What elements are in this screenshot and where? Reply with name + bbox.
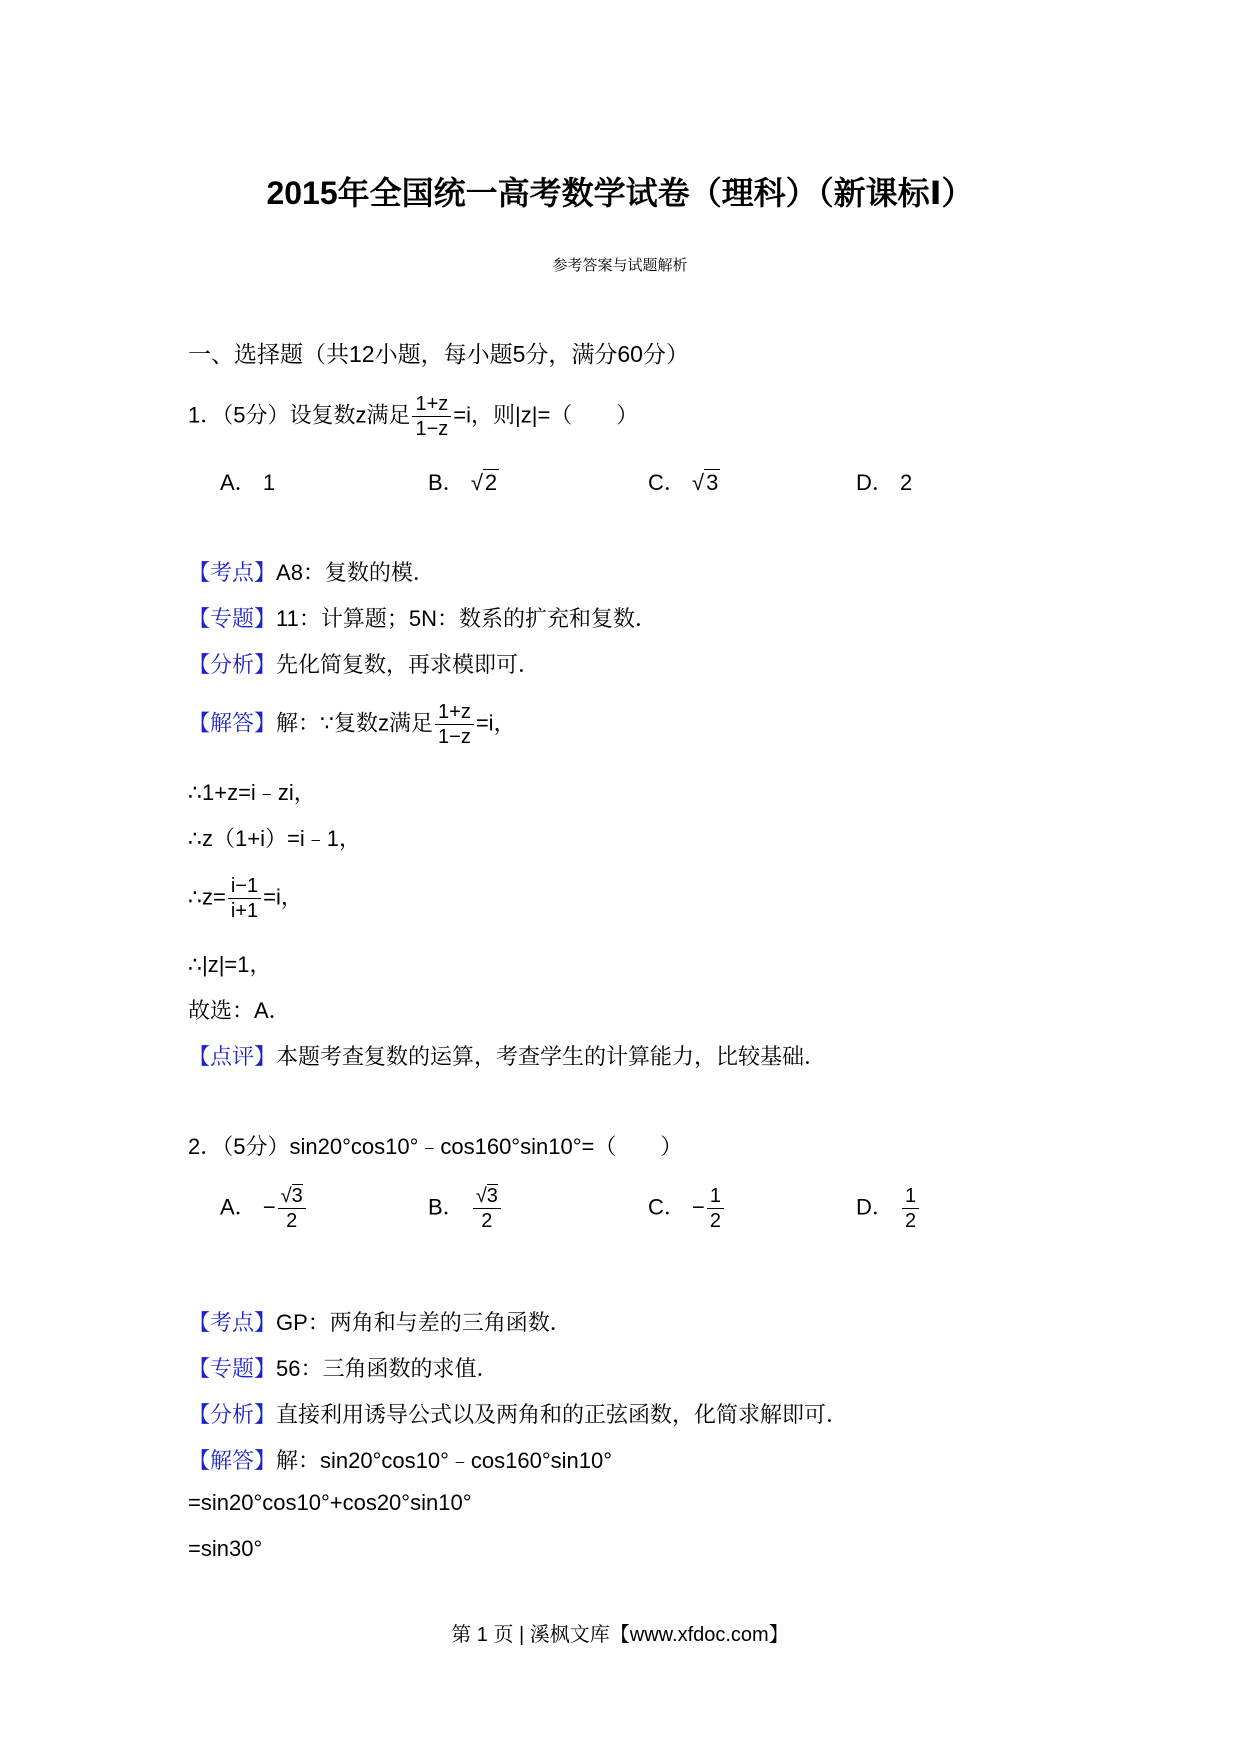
page-title: 2015年全国统一高考数学试卷（理科）（新课标Ⅰ） xyxy=(266,175,974,211)
q1-stem xyxy=(188,392,638,441)
q2-option-c-fraction xyxy=(707,1184,724,1233)
q1-dianping xyxy=(188,1040,826,1071)
q1-option-c-value: 3 xyxy=(706,470,719,495)
q2-stem: 2．（5分）sin20°cos10°﹣cos160°sin10°=（ ） xyxy=(188,1134,683,1159)
q1-option-c xyxy=(648,466,720,497)
q1-option-a-value: 1 xyxy=(262,470,276,495)
q1-jieda-tag: 【解答】 xyxy=(188,710,277,736)
q2-option-c-sign: − xyxy=(692,1194,705,1220)
q1-jieda xyxy=(188,700,516,749)
q2-kaodian-text: GP：两角和与差的三角函数． xyxy=(276,1310,572,1335)
q2-option-a-num-wrap: √3 xyxy=(278,1184,306,1209)
q2-option-d-num: 1 xyxy=(902,1184,919,1209)
q1-option-d xyxy=(856,466,912,497)
q1-jieda-post: =i， xyxy=(475,710,516,736)
q2-kaodian xyxy=(188,1306,572,1337)
q2-option-a-den: 2 xyxy=(286,1210,298,1232)
q2-fenxi-text: 直接利用诱导公式以及两角和的正弦函数，化简求解即可． xyxy=(276,1402,849,1427)
q1-option-c-label: C． xyxy=(648,470,686,495)
page-subtitle: 参考答案与试题解析 xyxy=(552,257,688,274)
q2-option-d-label: D． xyxy=(856,1194,894,1220)
q2-option-a-label: A． xyxy=(220,1194,257,1220)
q1-option-a xyxy=(220,466,275,497)
q2-zhuanti-text: 56：三角函数的求值． xyxy=(276,1356,499,1381)
q2-option-a xyxy=(220,1184,308,1233)
q1-kaodian-text: A8：复数的模． xyxy=(276,560,435,585)
q2-option-b-num: 3 xyxy=(486,1185,498,1207)
q1-step-3-fraction xyxy=(228,874,261,923)
q2-step-2: =sin30° xyxy=(188,1536,263,1561)
q1-option-d-value: 2 xyxy=(900,470,913,495)
q1-stem-pre: 1．（5分）设复数z满足 xyxy=(188,402,411,428)
q2-zhuanti-tag: 【专题】 xyxy=(188,1356,277,1381)
q2-kaodian-tag: 【考点】 xyxy=(188,1310,277,1335)
q2-jieda-tag: 【解答】 xyxy=(188,1448,277,1473)
q1-option-d-label: D． xyxy=(856,470,894,495)
q1-jieda-pre: 解：∵复数z满足 xyxy=(276,710,434,736)
q1-step-3-num: i−1 xyxy=(228,874,261,899)
q1-stem-post: =i，则|z|=（ ） xyxy=(453,402,639,428)
q2-option-b-label: B． xyxy=(428,1194,465,1220)
q2-option-b-fraction xyxy=(473,1184,501,1233)
q1-dianping-text: 本题考查复数的运算，考查学生的计算能力，比较基础． xyxy=(276,1044,827,1069)
q1-stem-fraction xyxy=(412,392,451,441)
q1-step-3 xyxy=(188,874,303,923)
q1-choice: 故选：A． xyxy=(188,998,291,1023)
page-footer: 第 1 页 | 溪枫文库【www.xfdoc.com】 xyxy=(451,1624,789,1646)
q2-option-b xyxy=(428,1184,503,1233)
q1-option-c-sqrt: √3 xyxy=(692,470,719,495)
q1-zhuanti-text: 11：计算题；5N：数系的扩充和复数． xyxy=(276,606,657,631)
q2-option-c-den: 2 xyxy=(709,1210,721,1232)
q1-step-4: ∴|z|=1， xyxy=(188,952,272,977)
q1-step-3-pre: ∴z= xyxy=(188,884,226,910)
q1-option-b-sqrt: √2 xyxy=(470,470,498,495)
q1-fenxi-tag: 【分析】 xyxy=(188,652,277,677)
q1-fenxi xyxy=(188,648,540,679)
q1-option-b-label: B． xyxy=(428,470,465,495)
q2-option-c xyxy=(648,1184,726,1233)
q1-zhuanti xyxy=(188,602,657,633)
q2-option-d-den: 2 xyxy=(905,1210,917,1232)
q1-step-2: ∴z（1+i）=i﹣1， xyxy=(188,826,361,851)
q2-option-a-sign: − xyxy=(262,1194,276,1220)
q1-step-1: ∴1+z=i﹣zi， xyxy=(188,780,316,805)
q2-option-d-fraction xyxy=(902,1184,919,1233)
q2-step-1: =sin20°cos10°+cos20°sin10° xyxy=(188,1490,472,1515)
q1-frac-den: 1−z xyxy=(415,418,449,440)
q2-option-b-den: 2 xyxy=(481,1210,493,1232)
q1-dianping-tag: 【点评】 xyxy=(188,1044,277,1069)
q1-frac-num: 1+z xyxy=(412,392,451,417)
q1-kaodian-tag: 【考点】 xyxy=(188,560,277,585)
q2-jieda-text: 解：sin20°cos10°﹣cos160°sin10° xyxy=(276,1448,613,1473)
q2-jieda xyxy=(188,1444,612,1475)
q2-option-c-num: 1 xyxy=(707,1184,724,1209)
section-heading: 一、选择题（共12小题，每小题5分，满分60分） xyxy=(188,341,689,367)
q1-jieda-num: 1+z xyxy=(435,700,474,725)
q1-kaodian xyxy=(188,556,435,587)
q2-option-a-fraction xyxy=(278,1184,306,1233)
q1-step-3-post: =i， xyxy=(263,884,303,910)
q2-option-d xyxy=(856,1184,921,1233)
q2-option-c-label: C． xyxy=(648,1194,686,1220)
q1-option-b xyxy=(428,466,499,497)
q2-zhuanti xyxy=(188,1352,499,1383)
q1-jieda-fraction xyxy=(435,700,474,749)
q2-option-a-num: 3 xyxy=(291,1185,303,1207)
q2-fenxi-tag: 【分析】 xyxy=(188,1402,277,1427)
q2-fenxi xyxy=(188,1398,848,1429)
q1-option-b-value: 2 xyxy=(484,470,498,495)
q2-option-b-num-wrap: √3 xyxy=(473,1184,501,1209)
q1-jieda-den: 1−z xyxy=(438,726,471,748)
q1-step-3-den: i+1 xyxy=(230,900,259,922)
q1-option-a-label: A． xyxy=(220,470,257,495)
q1-zhuanti-tag: 【专题】 xyxy=(188,606,277,631)
q1-fenxi-text: 先化简复数，再求模即可． xyxy=(276,652,541,677)
